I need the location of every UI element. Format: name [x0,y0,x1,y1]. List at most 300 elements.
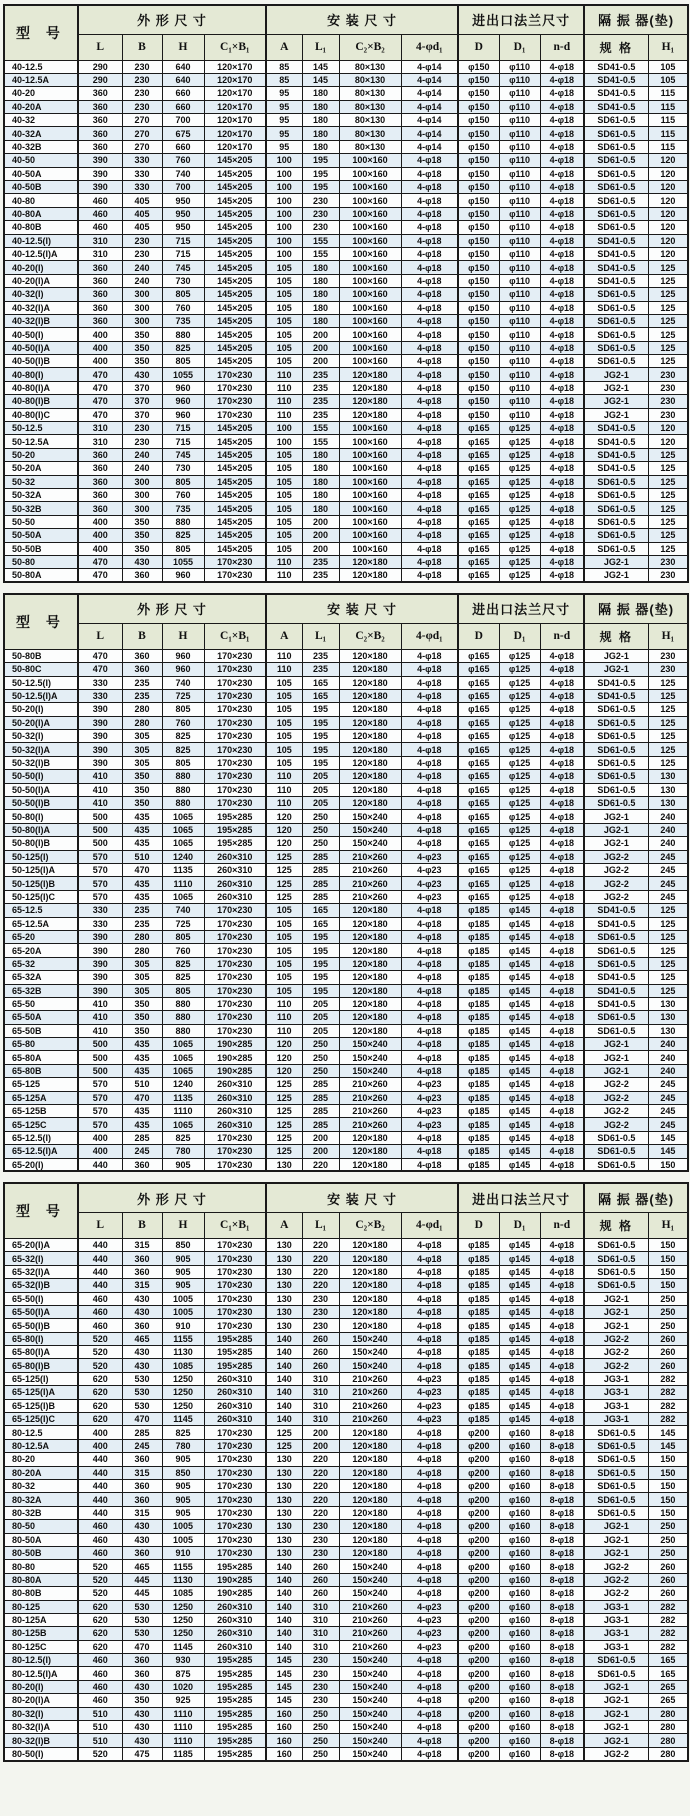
value-cell: 8-φ18 [540,1694,584,1707]
value-cell: 430 [122,1533,162,1546]
value-cell: φ160 [499,1480,540,1493]
value-cell: 8-φ18 [540,1439,584,1452]
value-cell: φ200 [458,1627,499,1640]
value-cell: 285 [302,1118,339,1131]
value-cell: 4-φ18 [401,207,458,220]
value-cell: φ145 [499,1346,540,1359]
value-cell: 4-φ18 [401,1426,458,1439]
value-cell: SD61-0.5 [584,1131,648,1144]
value-cell: 4-φ18 [540,1252,584,1265]
value-cell: 190×285 [204,1587,266,1600]
value-cell: JG2-1 [584,1292,648,1305]
value-cell: 125 [266,890,302,903]
value-cell: φ150 [458,368,499,381]
spec-table-section-3 [3,1182,687,1761]
value-cell: 140 [266,1573,302,1586]
value-cell: 150×240 [339,1667,401,1680]
value-cell: 435 [122,823,162,836]
value-cell: 195×285 [204,823,266,836]
column-header-L₁: L₁ [302,1212,339,1238]
table-row [4,1145,688,1158]
value-cell: 4-φ18 [540,930,584,943]
value-cell: 105 [266,689,302,702]
value-cell: JG2-1 [584,810,648,823]
value-cell: 4-φ18 [540,971,584,984]
value-cell: 4-φ18 [401,1654,458,1667]
table-row [4,1573,688,1586]
value-cell: 4-φ14 [401,60,458,73]
value-cell: 4-φ18 [540,475,584,488]
value-cell: 1110 [162,1734,204,1747]
value-cell: JG2-1 [584,555,648,568]
value-cell: 310 [78,234,122,247]
value-cell: 170×230 [204,797,266,810]
table-row [4,1332,688,1345]
value-cell: 8-φ18 [540,1600,584,1613]
value-cell: 330 [122,154,162,167]
value-cell: φ200 [458,1680,499,1693]
value-cell: 805 [162,542,204,555]
value-cell: 390 [78,716,122,729]
value-cell: 470 [78,569,122,582]
value-cell: 760 [162,301,204,314]
value-cell: 140 [266,1613,302,1626]
value-cell: 1240 [162,1078,204,1091]
value-cell: 960 [162,408,204,421]
value-cell: SD61-0.5 [584,314,648,327]
value-cell: 4-φ18 [540,917,584,930]
value-cell: 1110 [162,877,204,890]
value-cell: 130 [648,797,688,810]
value-cell: 4-φ18 [540,288,584,301]
value-cell: 250 [648,1520,688,1533]
value-cell: 4-φ18 [401,1265,458,1278]
value-cell: 145×205 [204,207,266,220]
value-cell: 4-φ18 [540,1346,584,1359]
value-cell: 245 [648,890,688,903]
spec-table-2 [3,593,689,1172]
value-cell: 4-φ18 [401,368,458,381]
value-cell: 210×260 [339,1372,401,1385]
value-cell: 155 [302,247,339,260]
value-cell: 4-φ14 [401,127,458,140]
value-cell: 1085 [162,1587,204,1600]
value-cell: 195×285 [204,1707,266,1720]
value-cell: 4-φ18 [540,1399,584,1412]
model-cell: 80-32(I) [4,1707,78,1720]
value-cell: 1110 [162,1105,204,1118]
value-cell: φ150 [458,207,499,220]
value-cell: 740 [162,167,204,180]
value-cell: φ165 [458,823,499,836]
value-cell: 740 [162,904,204,917]
value-cell: 120×180 [339,1466,401,1479]
value-cell: φ185 [458,1158,499,1171]
value-cell: 360 [122,1493,162,1506]
value-cell: 4-φ18 [401,569,458,582]
value-cell: 260×310 [204,877,266,890]
value-cell: 360 [122,1252,162,1265]
model-cell: 65-125 [4,1078,78,1091]
value-cell: 105 [266,448,302,461]
value-cell: 875 [162,1667,204,1680]
value-cell: 4-φ23 [401,1399,458,1412]
value-cell: 410 [78,997,122,1010]
value-cell: φ165 [458,489,499,502]
value-cell: 130 [266,1305,302,1318]
value-cell: 230 [122,435,162,448]
value-cell: 120×170 [204,87,266,100]
value-cell: 570 [78,877,122,890]
value-cell: φ160 [499,1721,540,1734]
model-cell: 65-125(I)B [4,1399,78,1412]
column-header-n-d: n-d [540,623,584,649]
value-cell: 145×205 [204,221,266,234]
value-cell: 430 [122,1305,162,1318]
value-cell: 1005 [162,1533,204,1546]
value-cell: φ145 [499,1279,540,1292]
value-cell: 4-φ18 [401,689,458,702]
model-cell: 65-20 [4,930,78,943]
value-cell: 120×180 [339,649,401,662]
value-cell: φ125 [499,756,540,769]
value-cell: φ145 [499,1158,540,1171]
value-cell: 4-φ18 [401,823,458,836]
value-cell: 170×230 [204,689,266,702]
value-cell: JG2-1 [584,649,648,662]
value-cell: φ165 [458,770,499,783]
value-cell: 115 [648,140,688,153]
value-cell: JG2-2 [584,890,648,903]
value-cell: 105 [266,475,302,488]
value-cell: SD41-0.5 [584,60,648,73]
value-cell: 4-φ18 [540,261,584,274]
value-cell: 360 [122,1480,162,1493]
value-cell: 880 [162,797,204,810]
value-cell: 210×260 [339,877,401,890]
model-cell: 65-80 [4,1038,78,1051]
value-cell: 270 [122,140,162,153]
value-cell: 150×240 [339,1721,401,1734]
value-cell: 1065 [162,810,204,823]
table-row [4,1292,688,1305]
value-cell: 250 [648,1292,688,1305]
value-cell: 115 [648,87,688,100]
value-cell: 235 [302,408,339,421]
value-cell: φ145 [499,1078,540,1091]
value-cell: 285 [302,863,339,876]
value-cell: 4-φ18 [401,917,458,930]
value-cell: 4-φ18 [540,689,584,702]
value-cell: φ125 [499,770,540,783]
value-cell: 230 [648,381,688,394]
value-cell: 4-φ18 [401,381,458,394]
value-cell: 390 [78,167,122,180]
value-cell: φ125 [499,797,540,810]
value-cell: 210×260 [339,890,401,903]
value-cell: 305 [122,756,162,769]
value-cell: 145×205 [204,288,266,301]
value-cell: 905 [162,1252,204,1265]
value-cell: 315 [122,1279,162,1292]
value-cell: 125 [648,288,688,301]
value-cell: 350 [122,355,162,368]
value-cell: JG2-1 [584,1319,648,1332]
value-cell: 105 [266,703,302,716]
model-cell: 40-32 [4,114,78,127]
value-cell: 140 [266,1399,302,1412]
value-cell: 190×285 [204,1051,266,1064]
value-cell: φ145 [499,930,540,943]
value-cell: 125 [266,1426,302,1439]
column-header-L: L [78,34,122,60]
value-cell: φ185 [458,1413,499,1426]
value-cell: 4-φ18 [540,1078,584,1091]
value-cell: φ200 [458,1533,499,1546]
value-cell: 130 [266,1279,302,1292]
model-cell: 40-50A [4,167,78,180]
value-cell: 180 [302,127,339,140]
value-cell: 390 [78,181,122,194]
value-cell: φ185 [458,1386,499,1399]
model-cell: 65-50(I) [4,1292,78,1305]
value-cell: 4-φ18 [540,247,584,260]
value-cell: 530 [122,1613,162,1626]
value-cell: 150×240 [339,1680,401,1693]
table-row [4,1694,688,1707]
value-cell: 140 [266,1332,302,1345]
value-cell: 4-φ18 [540,1038,584,1051]
value-cell: 245 [122,1439,162,1452]
value-cell: 280 [648,1734,688,1747]
value-cell: 8-φ18 [540,1640,584,1653]
table-row [4,301,688,314]
value-cell: 4-φ18 [540,716,584,729]
value-cell: 1055 [162,368,204,381]
value-cell: 4-φ23 [401,863,458,876]
value-cell: 120×180 [339,797,401,810]
value-cell: 250 [302,823,339,836]
value-cell: JG2-1 [584,823,648,836]
value-cell: 360 [122,663,162,676]
value-cell: 4-φ18 [540,502,584,515]
model-cell: 80-125 [4,1600,78,1613]
value-cell: φ160 [499,1587,540,1600]
value-cell: SD61-0.5 [584,529,648,542]
value-cell: 4-φ18 [401,515,458,528]
value-cell: 4-φ18 [401,1011,458,1024]
value-cell: 440 [78,1238,122,1251]
value-cell: 235 [302,555,339,568]
value-cell: 130 [266,1252,302,1265]
value-cell: JG2-2 [584,850,648,863]
value-cell: 4-φ18 [401,1145,458,1158]
column-header-L₁: L₁ [302,623,339,649]
value-cell: SD61-0.5 [584,1453,648,1466]
value-cell: 210×260 [339,1600,401,1613]
model-cell: 65-50(I)B [4,1319,78,1332]
value-cell: 4-φ18 [401,743,458,756]
model-cell: 40-50(I) [4,328,78,341]
model-cell: 50-20 [4,448,78,461]
value-cell: φ145 [499,944,540,957]
value-cell: 4-φ18 [540,301,584,314]
value-cell: SD61-0.5 [584,1024,648,1037]
table-row [4,1359,688,1372]
value-cell: 120×170 [204,100,266,113]
value-cell: SD61-0.5 [584,154,648,167]
value-cell: 170×230 [204,1546,266,1559]
value-cell: φ125 [499,542,540,555]
value-cell: 1135 [162,863,204,876]
value-cell: 210×260 [339,1613,401,1626]
value-cell: 240 [648,1038,688,1051]
table-row [4,194,688,207]
column-header-B: B [122,1212,162,1238]
value-cell: 125 [266,1105,302,1118]
value-cell: 110 [266,1011,302,1024]
value-cell: 180 [302,475,339,488]
column-group-header-1: 外 形 尺 寸 [78,594,266,623]
value-cell: SD41-0.5 [584,435,648,448]
value-cell: 360 [78,100,122,113]
value-cell: 435 [122,810,162,823]
model-cell: 40-80(I) [4,368,78,381]
table-row [4,489,688,502]
value-cell: φ145 [499,1399,540,1412]
value-cell: 4-φ18 [401,1332,458,1345]
value-cell: 620 [78,1413,122,1426]
value-cell: 4-φ18 [401,1359,458,1372]
value-cell: 4-φ18 [401,1131,458,1144]
value-cell: 4-φ14 [401,73,458,86]
value-cell: 4-φ18 [401,1238,458,1251]
value-cell: SD61-0.5 [584,502,648,515]
value-cell: φ145 [499,1332,540,1345]
value-cell: 305 [122,743,162,756]
table-row [4,1680,688,1693]
value-cell: 430 [122,555,162,568]
value-cell: 460 [78,1654,122,1667]
value-cell: φ125 [499,877,540,890]
value-cell: 285 [302,850,339,863]
value-cell: φ125 [499,502,540,515]
value-cell: 400 [78,341,122,354]
value-cell: 130 [266,1466,302,1479]
column-group-header-2: 安 装 尺 寸 [266,594,458,623]
value-cell: 460 [78,207,122,220]
value-cell: 440 [78,1453,122,1466]
value-cell: SD61-0.5 [584,703,648,716]
value-cell: 145 [648,1426,688,1439]
value-cell: 850 [162,1466,204,1479]
column-header-L₁: L₁ [302,34,339,60]
value-cell: φ200 [458,1493,499,1506]
value-cell: 445 [122,1573,162,1586]
table-row [4,569,688,582]
value-cell: 105 [648,73,688,86]
value-cell: 350 [122,1694,162,1707]
value-cell: 4-φ18 [540,797,584,810]
value-cell: φ165 [458,663,499,676]
value-cell: φ145 [499,1038,540,1051]
value-cell: 440 [78,1265,122,1278]
value-cell: 100×160 [339,207,401,220]
value-cell: 125 [648,502,688,515]
table-row [4,1399,688,1412]
value-cell: 805 [162,984,204,997]
column-group-header-2: 安 装 尺 寸 [266,5,458,34]
value-cell: 145×205 [204,261,266,274]
value-cell: φ200 [458,1721,499,1734]
value-cell: 880 [162,783,204,796]
value-cell: 205 [302,997,339,1010]
value-cell: 4-φ18 [401,1453,458,1466]
value-cell: 435 [122,1064,162,1077]
value-cell: 120×180 [339,1011,401,1024]
value-cell: 125 [648,515,688,528]
value-cell: 170×230 [204,1506,266,1519]
value-cell: JG3-1 [584,1640,648,1653]
model-cell: 65-125(I)C [4,1413,78,1426]
value-cell: 120×180 [339,1145,401,1158]
value-cell: 120×180 [339,1533,401,1546]
value-cell: 950 [162,207,204,220]
value-cell: φ185 [458,930,499,943]
value-cell: 715 [162,247,204,260]
value-cell: 390 [78,984,122,997]
value-cell: 520 [78,1346,122,1359]
spec-table-section-2 [3,593,687,1172]
value-cell: 905 [162,1265,204,1278]
value-cell: 180 [302,462,339,475]
value-cell: φ200 [458,1694,499,1707]
value-cell: 460 [78,1546,122,1559]
value-cell: 120×170 [204,73,266,86]
value-cell: 4-φ23 [401,1413,458,1426]
value-cell: 400 [78,515,122,528]
value-cell: 4-φ18 [401,770,458,783]
value-cell: 120×180 [339,756,401,769]
value-cell: 230 [302,1319,339,1332]
value-cell: 4-φ18 [540,863,584,876]
value-cell: φ160 [499,1493,540,1506]
value-cell: φ160 [499,1520,540,1533]
value-cell: 120×180 [339,917,401,930]
value-cell: 4-φ18 [401,261,458,274]
value-cell: φ185 [458,1252,499,1265]
table-row [4,649,688,662]
value-cell: 150×240 [339,1734,401,1747]
table-row [4,355,688,368]
column-header-n-d: n-d [540,34,584,60]
value-cell: φ165 [458,422,499,435]
value-cell: 260 [648,1573,688,1586]
table-row [4,1105,688,1118]
model-cell: 65-12.5A [4,917,78,930]
value-cell: 170×230 [204,1158,266,1171]
value-cell: 825 [162,341,204,354]
value-cell: φ185 [458,1265,499,1278]
value-cell: 8-φ18 [540,1453,584,1466]
value-cell: 570 [78,1078,122,1091]
value-cell: 170×230 [204,1011,266,1024]
value-cell: 400 [78,1426,122,1439]
value-cell: 4-φ18 [540,1011,584,1024]
value-cell: φ125 [499,569,540,582]
value-cell: 155 [302,422,339,435]
value-cell: 460 [78,221,122,234]
